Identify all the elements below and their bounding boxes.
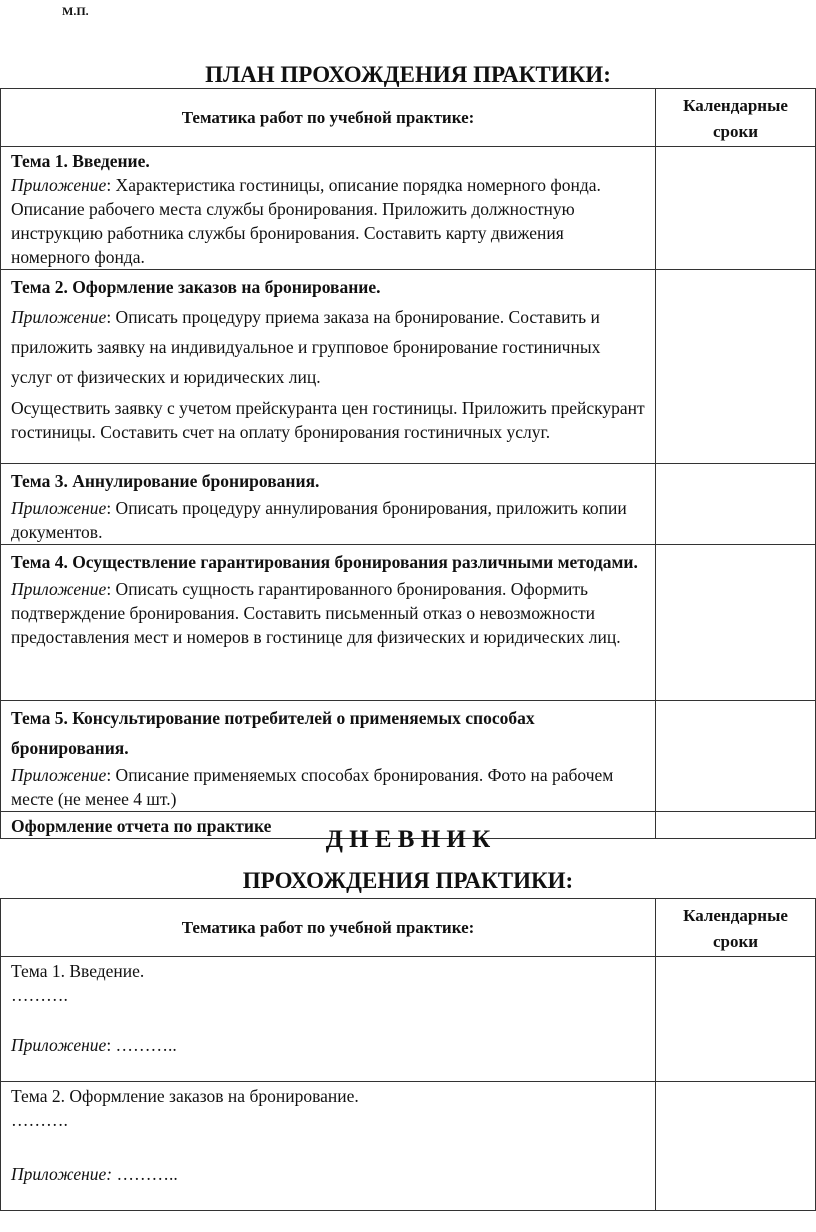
diary-table bbox=[0, 898, 816, 1211]
attachment-label: Приложение bbox=[11, 765, 107, 785]
plan-row bbox=[1, 464, 816, 545]
attachment-text: : Описание применяемых способах бронирования. Фото на рабочем месте (не менее 4 шт.) bbox=[11, 765, 614, 809]
header-line: сроки bbox=[712, 932, 759, 951]
date-cell[interactable] bbox=[656, 270, 816, 464]
date-cell[interactable] bbox=[656, 147, 816, 270]
plan-row bbox=[1, 270, 816, 464]
date-cell[interactable] bbox=[656, 1082, 816, 1211]
attachment-text: : Характеристика гостиницы, описание порядка номерного фонда. Описание рабочего места службы бронирования. Приложить должностную инструкцию работника службы бронирования. Составить карту движения номерного фонда. bbox=[11, 175, 601, 267]
diary-col-topics-header: Тематика работ по учебной практике: bbox=[1, 899, 656, 957]
attachment-label: Приложение bbox=[11, 579, 107, 599]
topic-title: Тема 5. Консультирование потребителей о применяемых способах бронирования. bbox=[11, 708, 535, 758]
placeholder-dots: ………. bbox=[11, 985, 68, 1005]
date-cell[interactable] bbox=[656, 464, 816, 545]
placeholder-dots: ………. bbox=[11, 1110, 68, 1130]
plan-title: ПЛАН ПРОХОЖДЕНИЯ ПРАКТИКИ: bbox=[205, 62, 611, 87]
diary-title: Д Н Е В Н И К bbox=[325, 826, 491, 853]
stamp-label: М.П. bbox=[62, 4, 89, 18]
header-line: сроки bbox=[712, 122, 759, 141]
date-cell[interactable] bbox=[656, 545, 816, 701]
topic-title: Тема 2. Оформление заказов на бронирование. bbox=[11, 1086, 359, 1106]
plan-col-dates-header bbox=[656, 89, 816, 147]
diary-row bbox=[1, 957, 816, 1082]
attachment-text: : Описать процедуру приема заказа на бронирование. Составить и приложить заявку на индивидуальное и групповое бронирование гостиничных услуг от физических и юридических лиц. bbox=[11, 307, 601, 387]
plan-row bbox=[1, 545, 816, 701]
topic-title: Тема 4. Осуществление гарантирования бронирования различными методами. bbox=[11, 552, 638, 572]
attachment-text: : ……….. bbox=[106, 1035, 177, 1055]
date-cell[interactable] bbox=[656, 701, 816, 812]
plan-row bbox=[1, 147, 816, 270]
plan-row bbox=[1, 701, 816, 812]
header-line: Календарные bbox=[683, 906, 788, 925]
date-cell[interactable] bbox=[656, 957, 816, 1082]
attachment-label: Приложение: bbox=[11, 1164, 113, 1184]
header-line: Календарные bbox=[683, 96, 788, 115]
diary-row bbox=[1, 1082, 816, 1211]
plan-col-topics-header: Тематика работ по учебной практике: bbox=[1, 89, 656, 147]
attachment-text: : Описать процедуру аннулирования бронирования, приложить копии документов. bbox=[11, 498, 627, 542]
topic-title: Тема 1. Введение. bbox=[11, 961, 145, 981]
attachment-label: Приложение bbox=[11, 498, 107, 518]
diary-col-dates-header bbox=[656, 899, 816, 957]
topic-title: Тема 1. Введение. bbox=[11, 151, 150, 171]
plan-table bbox=[0, 88, 816, 839]
topic-title: Оформление отчета по практике bbox=[11, 816, 272, 836]
attachment-text-2: Осуществить заявку с учетом прейскуранта цен гостиницы. Приложить прейскурант гостиницы. Составить счет на оплату бронирования гостиничных услуг. bbox=[11, 398, 645, 442]
attachment-text: : Описать сущность гарантированного бронирования. Оформить подтверждение бронирования. Составить письменный отказ о невозможности предоставления мест и номеров в гостинице для физических и юридических лиц. bbox=[11, 579, 621, 647]
topic-title: Тема 2. Оформление заказов на бронирование. bbox=[11, 277, 381, 297]
attachment-label: Приложение bbox=[11, 307, 107, 327]
attachment-text: ……….. bbox=[112, 1164, 178, 1184]
diary-subtitle: ПРОХОЖДЕНИЯ ПРАКТИКИ: bbox=[242, 868, 574, 893]
attachment-label: Приложение bbox=[11, 175, 107, 195]
topic-title: Тема 3. Аннулирование бронирования. bbox=[11, 471, 320, 491]
attachment-label: Приложение bbox=[11, 1035, 107, 1055]
